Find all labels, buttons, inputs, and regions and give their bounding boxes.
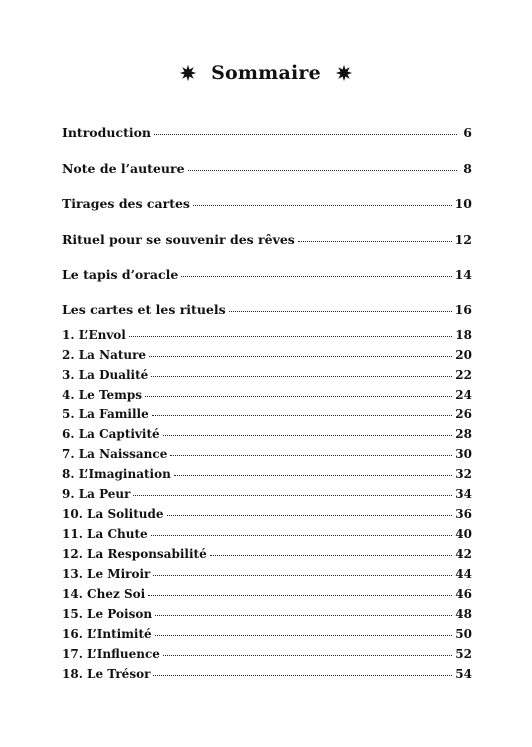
toc-entry-page: 26 (455, 407, 472, 421)
toc-entry-label: 12. La Responsabilité (62, 547, 207, 561)
toc-entry-page: 44 (455, 567, 472, 581)
toc-entry-page: 52 (455, 647, 472, 661)
toc-entry-cartes-rituels[interactable] (62, 302, 472, 318)
dot-leader (210, 545, 453, 556)
toc-entry-card[interactable] (62, 367, 472, 383)
toc-entry-label: Rituel pour se souvenir des rêves (62, 232, 295, 247)
toc-entry-page: 14 (454, 267, 472, 282)
toc-entry-card[interactable] (62, 526, 472, 542)
toc-entry-label: 3. La Dualité (62, 368, 149, 382)
toc-entry-card[interactable] (62, 506, 472, 522)
toc-entry-page: 54 (455, 667, 472, 681)
dot-leader (163, 645, 452, 656)
dot-leader (149, 346, 452, 357)
dot-leader (145, 386, 452, 397)
star-ornament-icon (335, 64, 353, 82)
toc-entry-label: 4. Le Temps (62, 388, 142, 402)
toc-entry-card[interactable] (62, 466, 472, 482)
dot-leader (167, 505, 453, 516)
toc-entry-label: 18. Le Trésor (62, 667, 151, 681)
toc-entry-card[interactable] (62, 546, 472, 562)
toc-entry-label: 7. La Naissance (62, 447, 168, 461)
dot-leader (129, 326, 452, 337)
toc-entry-label: 17. L’Influence (62, 647, 160, 661)
dot-leader (298, 231, 452, 242)
dot-leader (155, 605, 452, 616)
page-title: Sommaire (211, 62, 321, 84)
toc-entry-label: Les cartes et les rituels (62, 302, 226, 317)
toc-entry-label: 13. Le Miroir (62, 567, 151, 581)
toc-entry-page: 42 (455, 547, 472, 561)
toc-entry-card[interactable] (62, 626, 472, 642)
dot-leader (152, 405, 453, 416)
toc-entry-page: 40 (455, 527, 472, 541)
toc-entry-label: Note de l’auteure (62, 161, 185, 176)
toc-entry-page: 10 (454, 196, 472, 211)
toc-entry-page: 20 (455, 348, 472, 362)
dot-leader (151, 366, 452, 377)
toc-entry-card[interactable] (62, 446, 472, 462)
toc-entry-card[interactable] (62, 406, 472, 422)
toc-entry-page: 46 (455, 587, 472, 601)
toc-entry-card[interactable] (62, 586, 472, 602)
dot-leader (153, 665, 452, 676)
toc-entry-page: 28 (455, 427, 472, 441)
toc-entry-label: 1. L’Envol (62, 328, 126, 342)
toc-entry-page: 12 (454, 232, 472, 247)
toc-entry-page: 32 (455, 467, 472, 481)
toc-entry-card[interactable] (62, 666, 472, 682)
toc-entry-card[interactable] (62, 606, 472, 622)
toc-entry-introduction[interactable] (62, 125, 472, 141)
toc-entry-page: 8 (463, 161, 472, 176)
toc-entry-label: 2. La Nature (62, 348, 147, 362)
toc-entry-rituel-reves[interactable] (62, 232, 472, 248)
toc-entry-page: 22 (455, 368, 472, 382)
title-row (0, 62, 532, 84)
dot-leader (193, 195, 452, 206)
toc-entry-page: 34 (455, 487, 472, 501)
toc-entry-label: 5. La Famille (62, 407, 149, 421)
dot-leader (151, 525, 453, 536)
toc-entry-card[interactable] (62, 486, 472, 502)
dot-leader (170, 445, 452, 456)
toc-entry-label: 10. La Solitude (62, 507, 164, 521)
dot-leader (188, 160, 457, 171)
toc-entry-page: 48 (455, 607, 472, 621)
dot-leader (153, 565, 452, 576)
toc-entry-page: 24 (455, 388, 472, 402)
toc-entry-label: 9. La Peur (62, 487, 131, 501)
toc-entry-label: Le tapis d’oracle (62, 267, 179, 282)
dot-leader (154, 124, 457, 135)
toc-entry-page: 18 (455, 328, 472, 342)
toc-entry-page: 30 (455, 447, 472, 461)
toc-entry-label: Tirages des cartes (62, 196, 190, 211)
toc-entry-card[interactable] (62, 646, 472, 662)
toc-entry-page: 50 (455, 627, 472, 641)
toc-entry-label: 8. L’Imagination (62, 467, 171, 481)
toc-entry-label: Introduction (62, 125, 152, 140)
dot-leader (133, 485, 452, 496)
toc-entry-label: 6. La Captivité (62, 427, 160, 441)
star-ornament-icon (179, 64, 197, 82)
dot-leader (155, 625, 453, 636)
toc-entry-label: 11. La Chute (62, 527, 148, 541)
dot-leader (163, 425, 453, 436)
dot-leader (229, 301, 452, 312)
toc-entry-label: 16. L’Intimité (62, 627, 152, 641)
toc-entry-label: 14. Chez Soi (62, 587, 146, 601)
toc-entry-label: 15. Le Poison (62, 607, 153, 621)
dot-leader (148, 585, 452, 596)
toc-entry-card[interactable] (62, 327, 472, 343)
toc-entry-card[interactable] (62, 426, 472, 442)
toc-entry-page: 6 (463, 125, 472, 140)
toc-entry-page: 36 (455, 507, 472, 521)
toc-entry-note-auteure[interactable] (62, 161, 472, 177)
toc-entry-page: 16 (454, 302, 472, 317)
dot-leader (181, 266, 451, 277)
toc-entry-card[interactable] (62, 566, 472, 582)
toc-entry-card[interactable] (62, 387, 472, 403)
toc-entry-tirages[interactable] (62, 196, 472, 212)
dot-leader (174, 465, 452, 476)
toc-entry-tapis-oracle[interactable] (62, 267, 472, 283)
toc-entry-card[interactable] (62, 347, 472, 363)
